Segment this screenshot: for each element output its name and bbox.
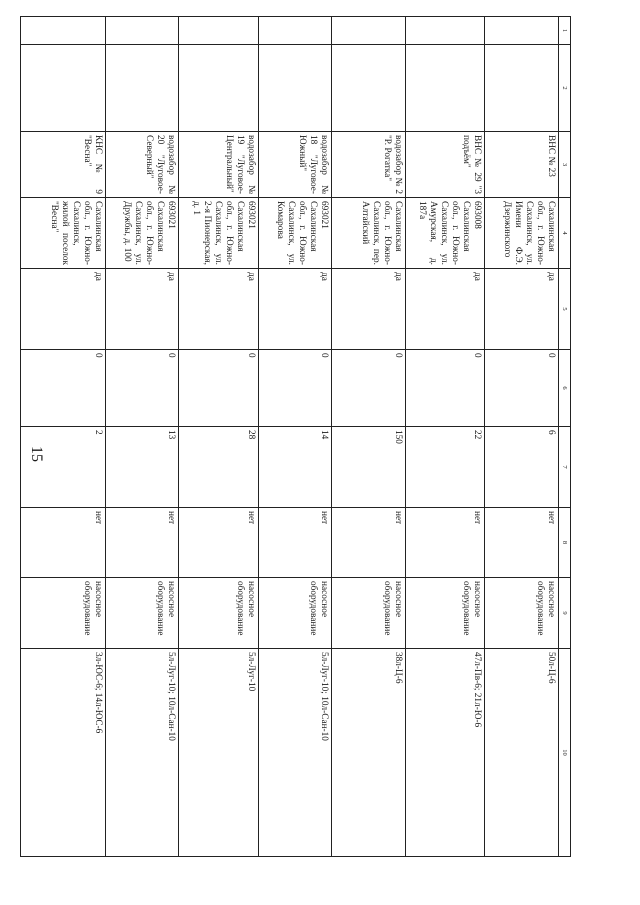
cell-col1 <box>105 17 179 45</box>
cell-col6: 0 <box>258 350 332 427</box>
cell-col9: насосное оборудование <box>258 578 332 649</box>
column-number: 1 <box>558 17 570 45</box>
cell-col6: 0 <box>485 350 559 427</box>
cell-col1 <box>332 17 406 45</box>
table-row <box>179 17 258 857</box>
cell-col9: насосное оборудование <box>332 578 406 649</box>
cell-col9: насосное оборудование <box>21 578 106 649</box>
cell-col1 <box>21 17 106 45</box>
cell-col5: да <box>21 269 106 350</box>
table-row <box>21 17 106 857</box>
cell-col2 <box>179 45 258 132</box>
column-number: 10 <box>558 649 570 857</box>
cell-col8: нет <box>332 508 406 578</box>
cell-col8: нет <box>406 508 485 578</box>
cell-col10: 50л-Ц-6 <box>485 649 559 857</box>
table-row <box>332 17 406 857</box>
cell-col8: нет <box>258 508 332 578</box>
cell-col6: 0 <box>332 350 406 427</box>
cell-col7: 22 <box>406 427 485 508</box>
cell-col8: нет <box>21 508 106 578</box>
column-number: 6 <box>558 350 570 427</box>
cell-col10: 47л-Пв-6; 21л-Ю-6 <box>406 649 485 857</box>
cell-col6: 0 <box>179 350 258 427</box>
cell-col7: 2 <box>21 427 106 508</box>
cell-address: Сахалинская обл., г. Южно-Сахалинск, ул. Имени Ф.Э. Дзержинского <box>485 198 559 269</box>
cell-col6: 0 <box>406 350 485 427</box>
cell-name: водозабор № 19 "Луговое-Центральный" <box>179 132 258 198</box>
cell-address: 693008 Сахалинская обл., г. Южно-Сахалинск, ул. Амурская, д. 187а <box>406 198 485 269</box>
cell-col2 <box>406 45 485 132</box>
column-number: 3 <box>558 132 570 198</box>
column-number-row <box>558 17 570 857</box>
cell-col7: 150 <box>332 427 406 508</box>
cell-col8: нет <box>179 508 258 578</box>
cell-name: водозабор № 2 "Р. Рогатка" <box>332 132 406 198</box>
cell-address: 693021 Сахалинская обл., г. Южно-Сахалинск, ул. Дружбы, д. 100 <box>105 198 179 269</box>
cell-col5: да <box>332 269 406 350</box>
column-number: 8 <box>558 508 570 578</box>
cell-col5: да <box>406 269 485 350</box>
cell-col10: 5л-Луг-10; 10л-Сан-10 <box>105 649 179 857</box>
cell-col9: насосное оборудование <box>485 578 559 649</box>
cell-address: 693021 Сахалинская обл., г. Южно-Сахалинск, ул. Комарова <box>258 198 332 269</box>
cell-col2 <box>21 45 106 132</box>
cell-col9: насосное оборудование <box>406 578 485 649</box>
cell-col1 <box>406 17 485 45</box>
cell-name: КНС № 9 "Весна" <box>21 132 106 198</box>
cell-name: водозабор № 18 "Луговое-Южный" <box>258 132 332 198</box>
cell-col7: 6 <box>485 427 559 508</box>
cell-col9: насосное оборудование <box>105 578 179 649</box>
table-row <box>105 17 179 857</box>
cell-col5: да <box>258 269 332 350</box>
cell-col2 <box>332 45 406 132</box>
cell-col1 <box>258 17 332 45</box>
cell-col8: нет <box>485 508 559 578</box>
column-number: 9 <box>558 578 570 649</box>
cell-col1 <box>485 17 559 45</box>
cell-col2 <box>258 45 332 132</box>
cell-name: водозабор № 20 "Луговое-Северный" <box>105 132 179 198</box>
column-number: 2 <box>558 45 570 132</box>
cell-address: Сахалинская обл., г. Южно-Сахалинск, жилой поселок "Весна" <box>21 198 106 269</box>
cell-address: Сахалинская обл., г. Южно-Сахалинск, пер. Алтайский <box>332 198 406 269</box>
table-row <box>258 17 332 857</box>
table-row <box>406 17 485 857</box>
cell-col2 <box>105 45 179 132</box>
cell-col5: да <box>485 269 559 350</box>
cell-col2 <box>485 45 559 132</box>
cell-col10: 38л-Ц-6 <box>332 649 406 857</box>
cell-col9: насосное оборудование <box>179 578 258 649</box>
cell-col5: да <box>179 269 258 350</box>
cell-col5: да <box>105 269 179 350</box>
cell-col10: 5л-Луг-10; 10л-Сан-10 <box>258 649 332 857</box>
cell-col10: 5л-Луг-10 <box>179 649 258 857</box>
cell-col6: 0 <box>21 350 106 427</box>
cell-col1 <box>179 17 258 45</box>
cell-col8: нет <box>105 508 179 578</box>
page-number: 15 <box>28 446 45 462</box>
column-number: 7 <box>558 427 570 508</box>
cell-col6: 0 <box>105 350 179 427</box>
table-row <box>485 17 559 857</box>
column-number: 4 <box>558 198 570 269</box>
registry-table <box>20 16 571 857</box>
cell-col7: 14 <box>258 427 332 508</box>
cell-col10: 3л-ЮС-6; 14л-ЮС-6 <box>21 649 106 857</box>
column-number: 5 <box>558 269 570 350</box>
cell-col7: 13 <box>105 427 179 508</box>
cell-name: ВНС № 29 "3 подъём" <box>406 132 485 198</box>
cell-col7: 28 <box>179 427 258 508</box>
cell-address: 693021 Сахалинская обл., г. Южно-Сахалинск, ул. 2-я Пионерская, д. 1 <box>179 198 258 269</box>
cell-name: ВНС № 23 <box>485 132 559 198</box>
